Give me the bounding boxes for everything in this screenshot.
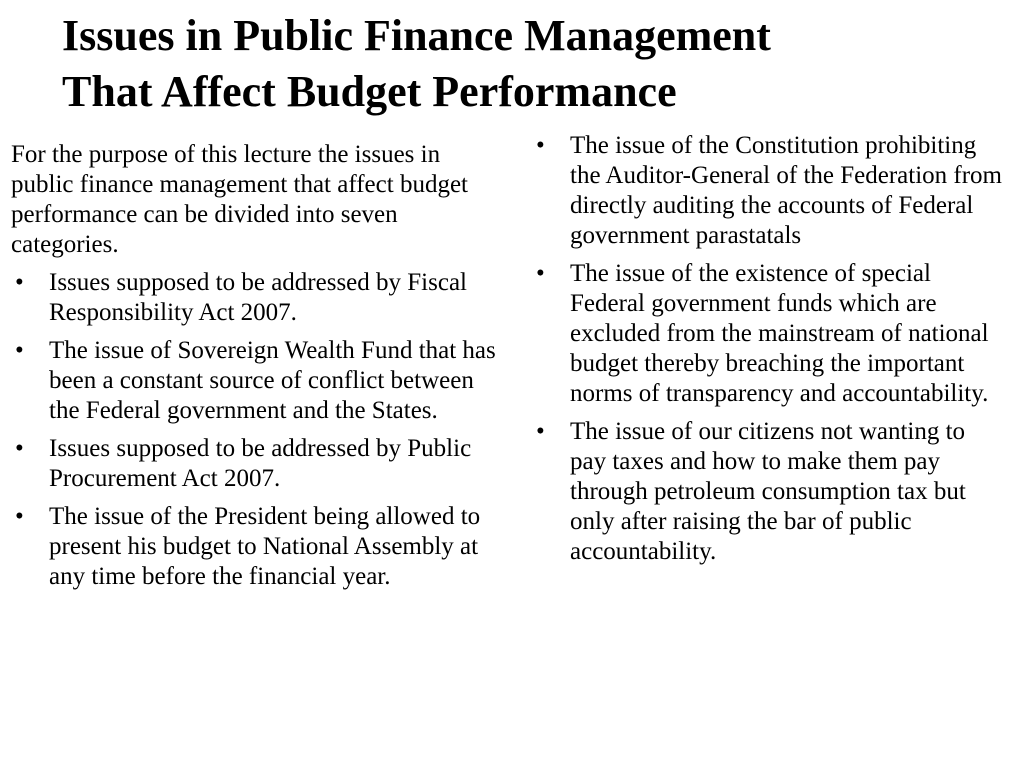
left-column (11, 140, 498, 600)
left-bullet-list (11, 268, 498, 592)
slide-title-line-2: That Affect Budget Performance (62, 67, 677, 116)
bullet-item (532, 131, 1004, 251)
bullet-text: Issues supposed to be addressed by Fiscal Responsibility Act 2007. (49, 269, 467, 326)
slide-title-line-1: Issues in Public Finance Management (62, 11, 771, 60)
bullet-text: The issue of the Constitution prohibiting the Auditor-General of the Federation from directly auditing the accounts of Federal government parastatals (570, 132, 1002, 249)
bullet-item (532, 417, 1004, 567)
bullet-text: The issue of the existence of special Federal government funds which are excluded from the mainstream of national budget thereby breaching the important norms of transparency and accountability. (570, 260, 989, 407)
slide-title (62, 8, 1002, 120)
intro-paragraph: For the purpose of this lecture the issues in public finance management that affect budget performance can be divided into seven categories. (11, 141, 468, 258)
bullet-icon: • (536, 260, 545, 287)
bullet-item (11, 336, 498, 426)
bullet-item (11, 502, 498, 592)
bullet-icon: • (15, 269, 24, 296)
bullet-icon: • (15, 435, 24, 462)
bullet-icon: • (15, 337, 24, 364)
bullet-text: The issue of Sovereign Wealth Fund that has been a constant source of conflict between the Federal government and the States. (49, 337, 496, 424)
bullet-item (532, 259, 1004, 409)
right-bullet-list (532, 131, 1004, 567)
bullet-icon: • (15, 503, 24, 530)
right-column (532, 131, 1004, 575)
bullet-item (11, 434, 498, 494)
bullet-text: Issues supposed to be addressed by Public Procurement Act 2007. (49, 435, 472, 492)
bullet-icon: • (536, 132, 545, 159)
bullet-icon: • (536, 418, 545, 445)
bullet-item (11, 268, 498, 328)
bullet-text: The issue of our citizens not wanting to pay taxes and how to make them pay through petroleum consumption tax but only after raising the bar of public accountability. (570, 418, 966, 565)
bullet-text: The issue of the President being allowed to present his budget to National Assembly at any time before the financial year. (49, 503, 481, 590)
